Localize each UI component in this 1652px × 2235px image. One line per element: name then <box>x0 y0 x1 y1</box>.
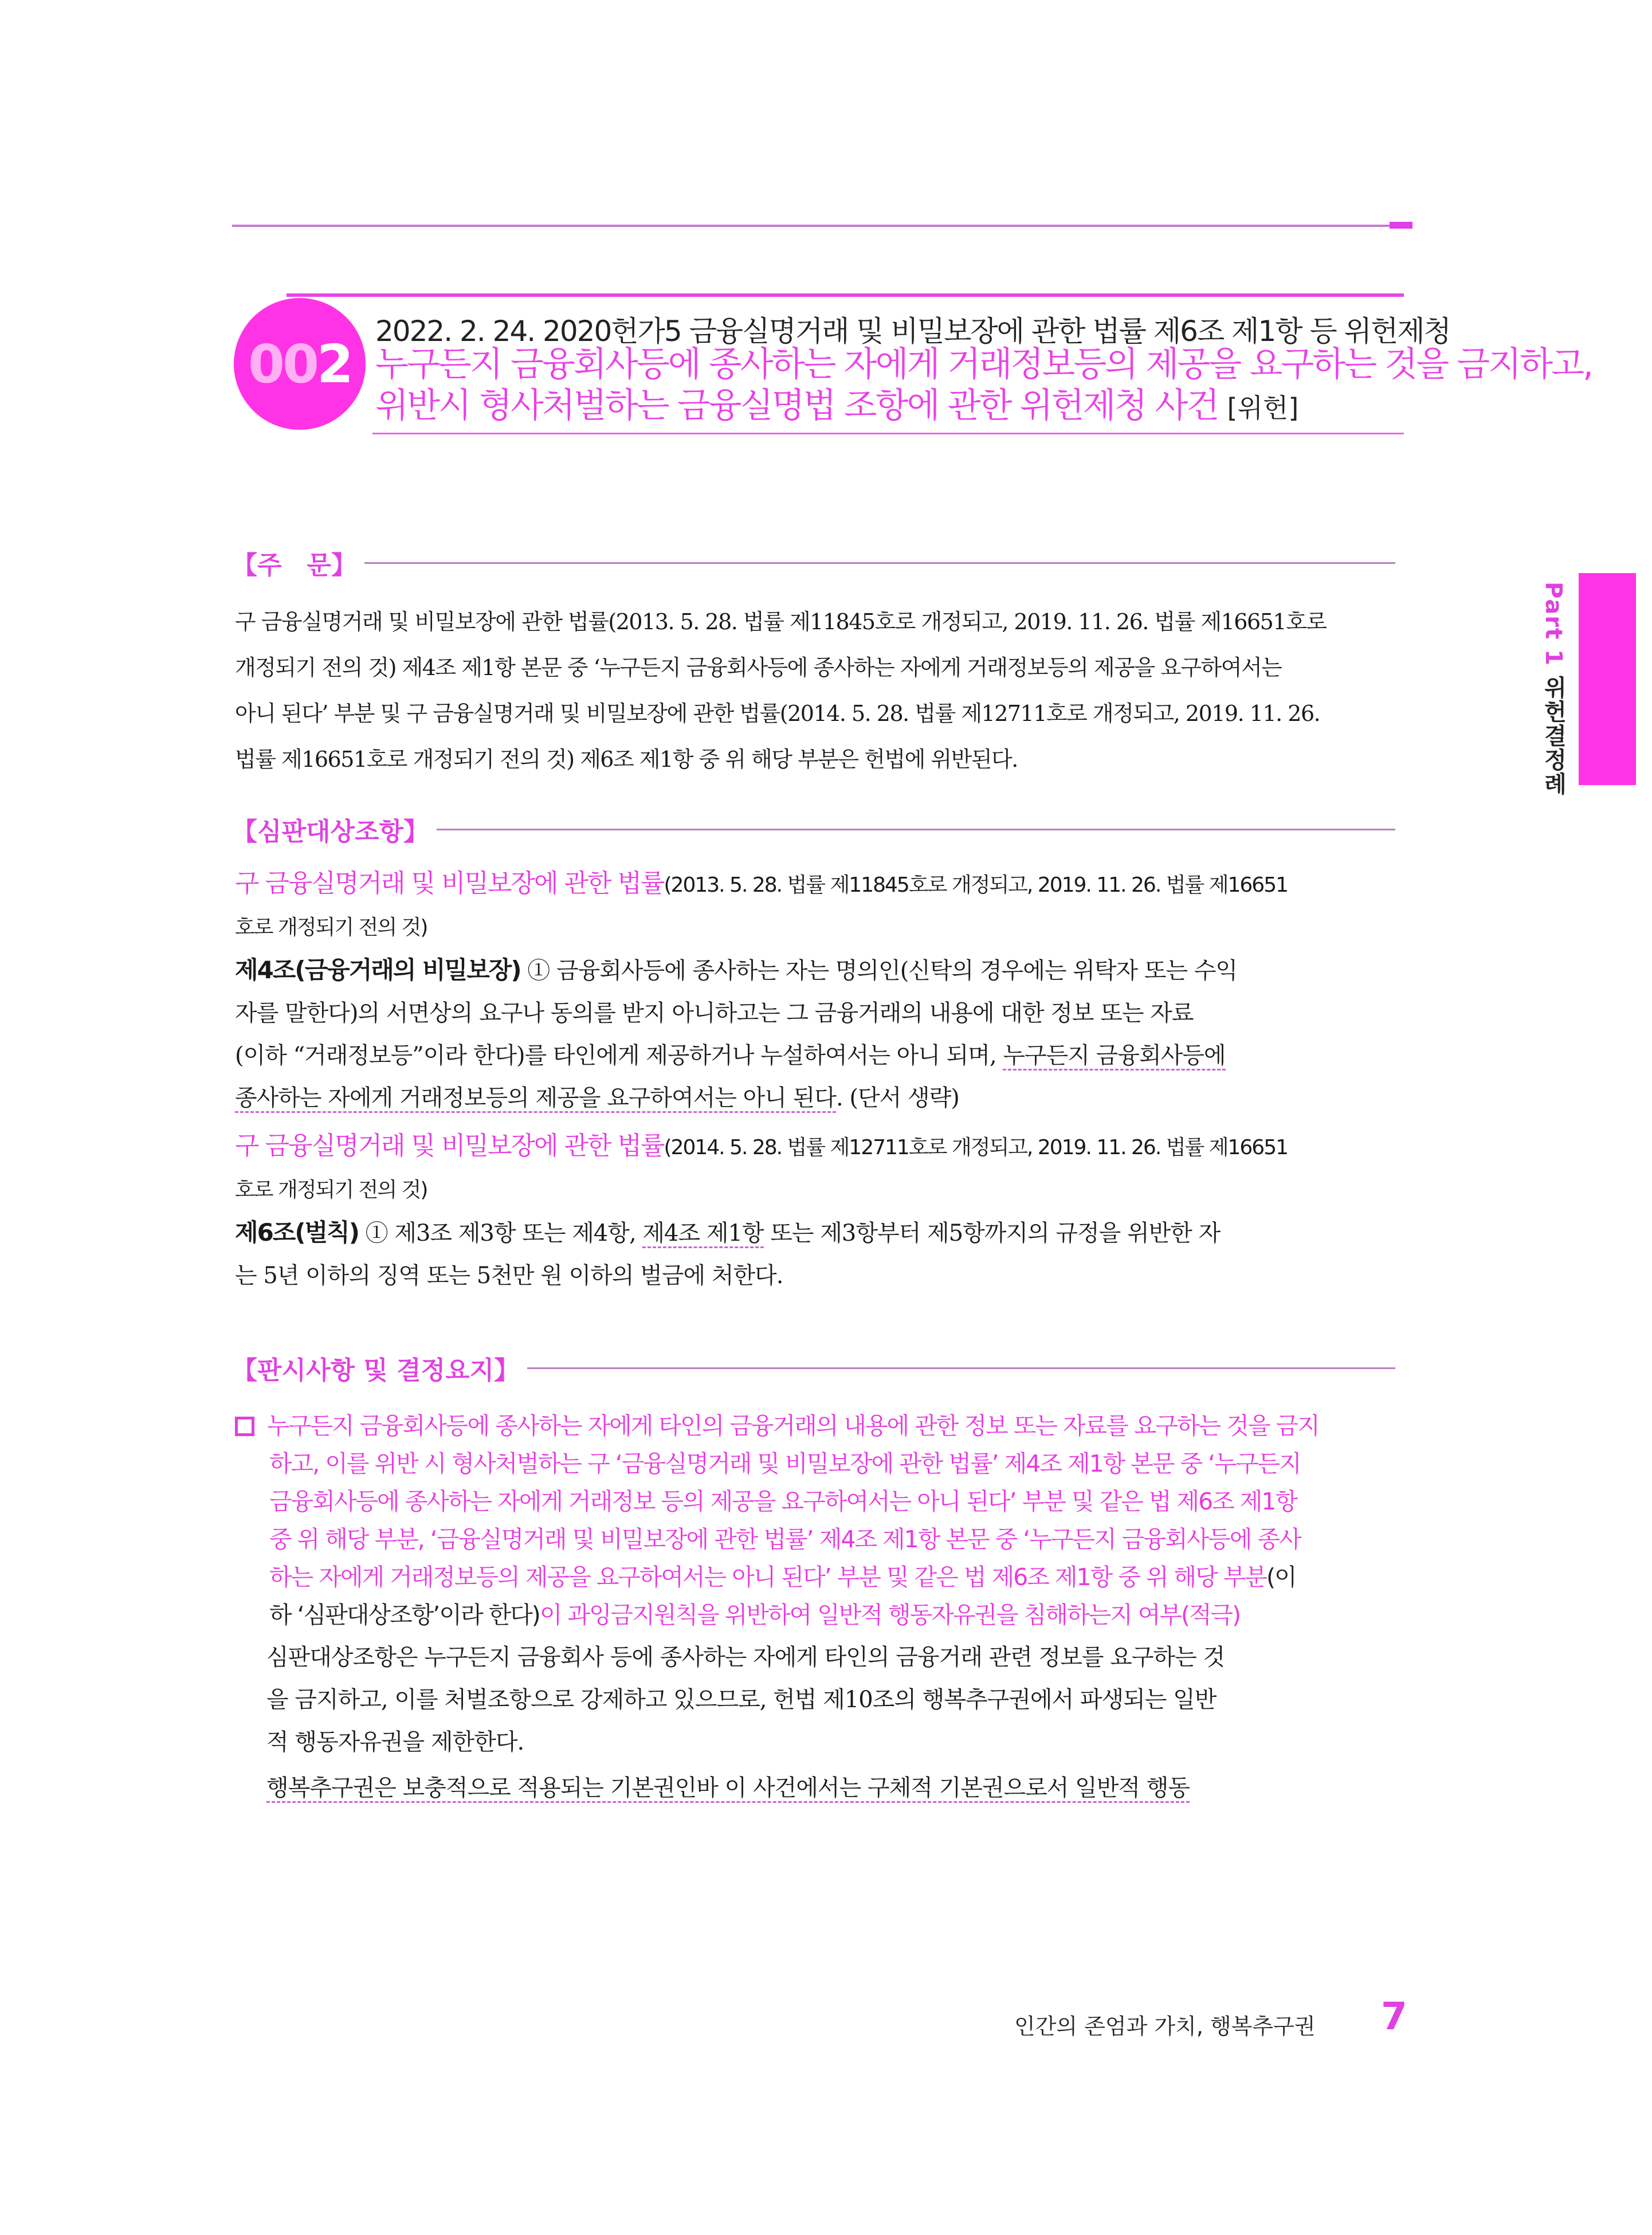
order-line: 구 금융실명거래 및 비밀보장에 관한 법률(2013. 5. 28. 법률 제11845호로 개정되고, 2019. 11. 26. 법률 제16651호로 <box>235 609 1327 634</box>
law1-ref: (2013. 5. 28. 법률 제11845호로 개정되고, 2019. 11. 26. 법률 제16651 <box>664 873 1288 897</box>
footer-chapter-title: 인간의 존엄과 가치, 행복추구권 <box>1014 2014 1316 2039</box>
art6-line: 는 5년 이하의 징역 또는 5천만 원 이하의 벌금에 처한다. <box>235 1262 783 1289</box>
order-line: 아니 된다’ 부분 및 구 금융실명거래 및 비밀보장에 관한 법률(2014. 5. 28. 법률 제12711호로 개정되고, 2019. 11. 26. <box>235 701 1320 726</box>
holding-body <box>266 1636 1412 1809</box>
underlined-text: 누구든지 금융회사등에 <box>1003 1042 1225 1071</box>
checkbox-icon <box>235 1417 254 1436</box>
section-order-label: 【주 문】 <box>232 551 357 580</box>
section-target-rule <box>437 829 1395 830</box>
law2-ref: (2014. 5. 28. 법률 제12711호로 개정되고, 2019. 11. 26. 법률 제16651 <box>664 1136 1288 1159</box>
header-rule-bottom <box>372 433 1404 434</box>
case-meta: 2022. 2. 24. 2020헌가5 금융실명거래 및 비밀보장에 관한 법률 제6조 제1항 등 위헌제청 <box>375 315 1450 348</box>
body-line: 적 행동자유권을 제한한다. <box>266 1729 524 1755</box>
law2-ref-cont: 호로 개정되기 전의 것) <box>235 1178 427 1202</box>
underlined-text: 행복추구권은 보충적으로 적용되는 기본권인바 이 사건에서는 구체적 기본권으로서 일반적 행동 <box>266 1775 1190 1803</box>
case-title <box>375 344 1592 429</box>
side-tab-label <box>1524 582 1570 796</box>
section-order-rule <box>364 562 1395 564</box>
side-tab-part: Part 1 <box>1540 582 1567 666</box>
case-title-line2: 위반시 형사처벌하는 금융실명법 조항에 관한 위헌제청 사건 [위헌] <box>375 386 1299 426</box>
section-target-heading <box>232 811 1395 848</box>
summary-line: 금융회사등에 종사하는 자에게 거래정보 등의 제공을 요구하여서는 아니 된다’ 부분 및 같은 법 제6조 제1항 <box>269 1488 1297 1515</box>
law1-name: 구 금융실명거래 및 비밀보장에 관한 법률 <box>235 869 664 898</box>
summary-line: 하 ‘심판대상조항’이라 한다)이 과잉금지원칙을 위반하여 일반적 행동자유권을 침해하는지 여부(적극) <box>269 1601 1241 1629</box>
summary-line: 하고, 이를 위반 시 형사처벌하는 구 ‘금융실명거래 및 비밀보장에 관한 법률’ 제4조 제1항 본문 중 ‘누구든지 <box>269 1450 1301 1477</box>
art6-line: 제6조(벌칙) ① 제3조 제3항 또는 제4항, 제4조 제1항 또는 제3항부터 제5항까지의 규정을 위반한 자 <box>235 1211 1412 1254</box>
section-target-label: 【심판대상조항】 <box>232 817 429 846</box>
summary-line: 누구든지 금융회사등에 종사하는 자에게 타인의 금융거래의 내용에 관한 정보 또는 자료를 요구하는 것을 금지 <box>235 1407 1412 1445</box>
verdict-badge: [위헌] <box>1227 393 1299 424</box>
top-rule-marker <box>1390 222 1412 229</box>
section-holding-label: 【판시사항 및 결정요지】 <box>232 1356 520 1385</box>
section-holding-rule <box>527 1367 1395 1369</box>
section-holding-heading <box>232 1350 1395 1386</box>
art4-line: 종사하는 자에게 거래정보등의 제공을 요구하여서는 아니 된다. (단서 생략) <box>235 1077 1412 1119</box>
art4-label: 제4조(금융거래의 비밀보장) <box>235 956 521 984</box>
side-tab-name: 위헌결정례 <box>1540 675 1567 796</box>
law2-name: 구 금융실명거래 및 비밀보장에 관한 법률 <box>235 1131 664 1160</box>
body-line: 을 금지하고, 이를 처벌조항으로 강제하고 있으므로, 헌법 제10조의 행복추구권에서 파생되는 일반 <box>266 1687 1217 1713</box>
order-line: 개정되기 전의 것) 제4조 제1항 본문 중 ‘누구든지 금융회사등에 종사하는 자에게 거래정보등의 제공을 요구하여서는 <box>235 655 1282 680</box>
side-tab-marker <box>1579 573 1636 785</box>
summary-line: 중 위 해당 부분, ‘금융실명거래 및 비밀보장에 관한 법률’ 제4조 제1항 본문 중 ‘누구든지 금융회사등에 종사 <box>269 1526 1301 1553</box>
badge-prefix: 00 <box>248 333 317 395</box>
underlined-text: 종사하는 자에게 거래정보등의 제공을 요구하여서는 아니 된다 <box>235 1085 836 1113</box>
case-number-badge <box>234 298 366 430</box>
case-title-line1: 누구든지 금융회사등에 종사하는 자에게 거래정보등의 제공을 요구하는 것을 금지하고, <box>375 344 1592 385</box>
art4-line: 제4조(금융거래의 비밀보장) ① 금융회사등에 종사하는 자는 명의인(신탁의 경우에는 위탁자 또는 수익 <box>235 956 1238 984</box>
target-provisions <box>235 862 1412 1297</box>
top-rule <box>232 225 1390 227</box>
law1-ref-cont: 호로 개정되기 전의 것) <box>235 916 427 939</box>
page-number: 7 <box>1381 1994 1407 2038</box>
art6-label: 제6조(벌칙) <box>235 1218 359 1246</box>
order-line: 법률 제16651호로 개정되기 전의 것) 제6조 제1항 중 위 해당 부분은 헌법에 위반된다. <box>235 747 1018 772</box>
underlined-text: 제4조 제1항 <box>642 1220 763 1248</box>
law1-header <box>235 862 1412 907</box>
law2-header <box>235 1125 1412 1169</box>
body-line <box>266 1767 1412 1809</box>
holding-summary <box>235 1407 1412 1634</box>
section-order-heading <box>232 544 1395 581</box>
order-text <box>235 599 1412 782</box>
art4-line: 자를 말한다)의 서면상의 요구나 동의를 받지 아니하고는 그 금융거래의 내용에 대한 정보 또는 자료 <box>235 1000 1194 1026</box>
summary-line: 하는 자에게 거래정보등의 제공을 요구하여서는 아니 된다’ 부분 및 같은 법 제6조 제1항 중 위 해당 부분(이 <box>269 1563 1296 1591</box>
header-rule-top <box>287 293 1404 297</box>
body-line: 심판대상조항은 누구든지 금융회사 등에 종사하는 자에게 타인의 금융거래 관련 정보를 요구하는 것 <box>266 1644 1225 1671</box>
badge-number: 2 <box>317 333 352 395</box>
art4-line: (이하 “거래정보등”이라 한다)를 타인에게 제공하거나 누설하여서는 아니 되며, 누구든지 금융회사등에 <box>235 1034 1412 1077</box>
